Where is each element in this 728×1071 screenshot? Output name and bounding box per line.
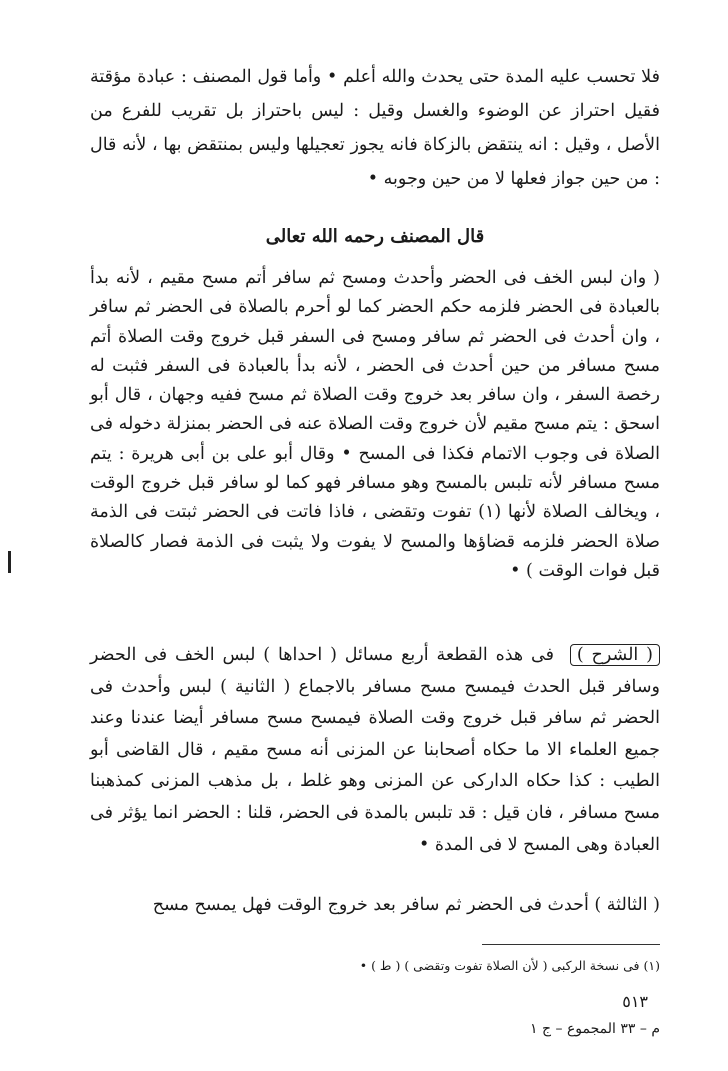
page-number: ٥١٣	[622, 992, 648, 1011]
sharh-label: ( الشرح )	[570, 644, 660, 666]
footnote: (١) فى نسخة الركبى ( لأن الصلاة تفوت وتقضى ) ( ط ) •	[359, 958, 660, 973]
margin-mark	[8, 551, 11, 573]
paragraph-3	[90, 640, 660, 861]
section-heading: قال المصنف رحمه الله تعالى	[265, 226, 485, 247]
footnote-divider	[482, 944, 660, 945]
paragraph-1: فلا تحسب عليه المدة حتى يحدث والله أعلم • وأما قول المصنف : عبادة مؤقتة فقيل احتراز عن الوضوء والغسل وقيل : ليس باحتراز بل تقريب للفرع من الأصل ، وقيل : انه ينتقض بالزكاة فانه يجوز تعجيلها وليس بمنتقض بها ، لأنه قال : من حين جواز فعلها لا من حين وجوبه •	[90, 67, 660, 189]
paragraph-4: ( الثالثة ) أحدث فى الحضر ثم سافر بعد خروج الوقت فهل يمسح مسح	[152, 895, 660, 915]
paragraph-3-text: فى هذه القطعة أربع مسائل ( احداها ) لبس الخف فى الحضر وسافر قبل الحدث فيمسح مسح مسافر بالاجماع ( الثانية ) لبس وأحدث فى الحضر ثم سافر قبل خروج وقت الصلاة فيمسح مسح مسافر أيضا عندنا وعند جميع العلماء الا ما حكاه أصحابنا عن المزنى أنه مسح مقيم ، قال القاضى أبو الطيب : كذا حكاه الداركى عن المزنى وهو غلط ، بل مذهب المزنى كمذهبنا مسح مسافر ، فان قيل : قد تلبس بالمدة فى الحضر، قلنا : الحضر انما يؤثر فى العبادة وهى المسح لا فى المدة •	[90, 645, 660, 855]
paragraph-2: ( وان لبس الخف فى الحضر وأحدث ومسح ثم سافر أتم مسح مقيم ، لأنه بدأ بالعبادة فى الحضر فلزمه حكم الحضر كما لو أحرم بالصلاة فى الحضر ثم سافر ، وان أحدث فى الحضر ثم سافر ومسح فى السفر قبل خروج وقت الصلاة أتم مسح مسافر من حين أحدث فى الحضر ، لأنه بدأ بالعبادة فى السفر فثبت له رخصة السفر ، وان سافر بعد خروج وقت الصلاة ثم مسح ففيه وجهان ، قال أبو اسحق : يتم مسح مقيم لأن خروج وقت الصلاة عنه فى الحضر بمنزلة دخوله فى الصلاة فى وجوب الاتمام فكذا فى المسح • وقال أبو على بن أبى هريرة : يتم مسح مسافر لأنه تلبس بالمسح وهو مسافر فهو كما لو سافر قبل خروج الوقت ، ويخالف الصلاة لأنها (١) تفوت وتقضى ، فاذا فاتت فى الحضر ثبتت فى الذمة صلاة الحضر فلزمه قضاؤها والمسح لا يفوت ولا يثبت فى الذمة فصار كالصلاة قبل فوات الوقت ) •	[90, 268, 660, 581]
printer-signature: م – ٣٣ المجموع – ج ١	[530, 1021, 660, 1037]
